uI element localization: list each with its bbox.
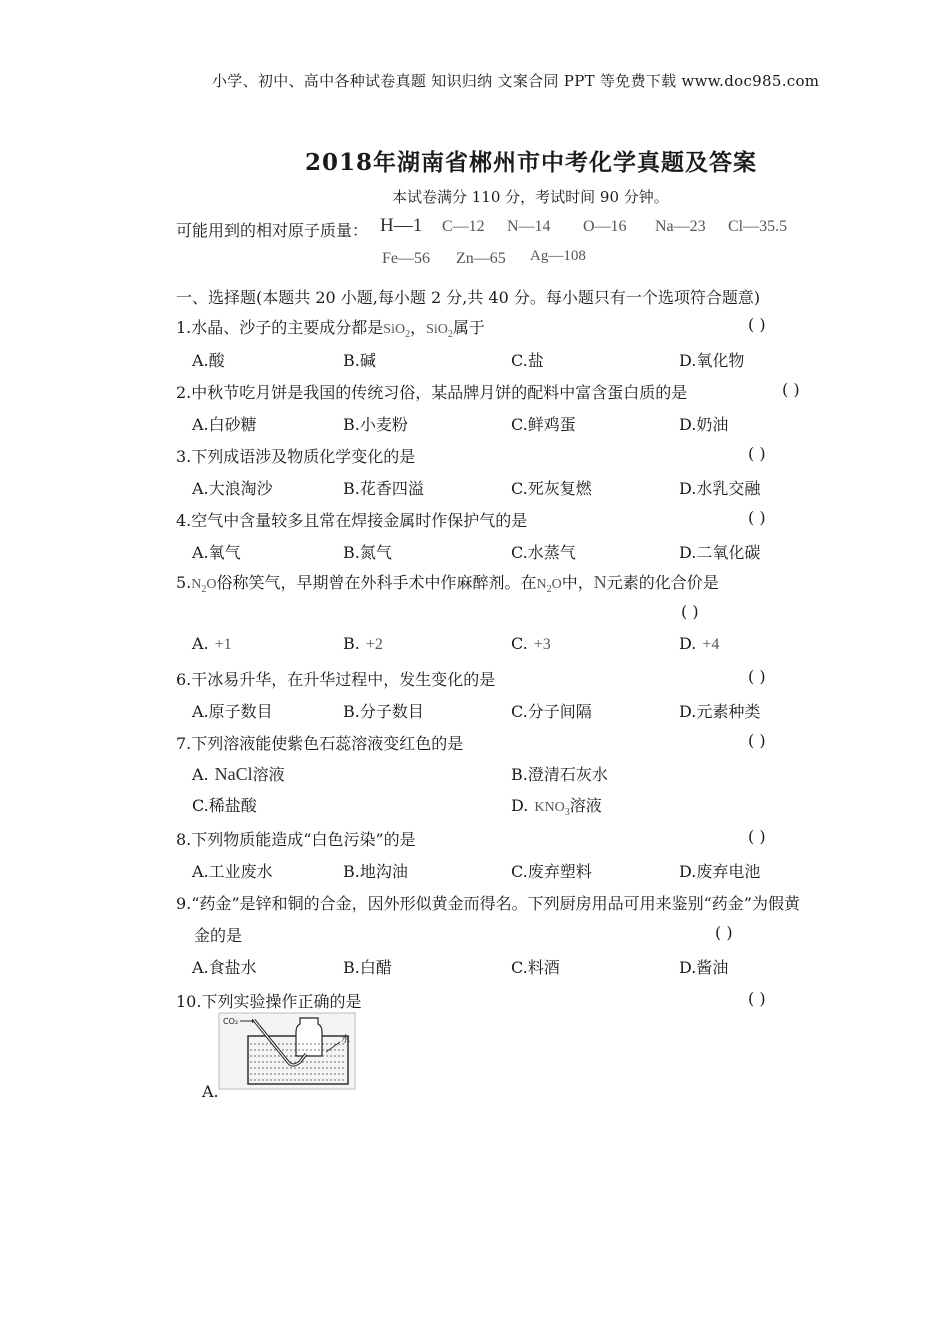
q2-option-a[interactable]: A.白砂糖 bbox=[192, 415, 257, 434]
question-7: 7.下列溶液能使紫色石蕊溶液变红色的是 bbox=[176, 734, 464, 753]
question-10: 10.下列实验操作正确的是 bbox=[176, 992, 362, 1011]
q3-option-b[interactable]: B.花香四溢 bbox=[343, 479, 424, 498]
q2-option-c[interactable]: C.鲜鸡蛋 bbox=[511, 415, 576, 434]
question-3: 3.下列成语涉及物质化学变化的是 bbox=[176, 447, 416, 466]
water-label: 水 bbox=[341, 1035, 351, 1045]
exam-info: 本试卷满分 110 分，考试时间 90 分钟。 bbox=[392, 188, 669, 206]
q4-option-d[interactable]: D.二氧化碳 bbox=[679, 543, 761, 562]
q7-option-d[interactable]: D. $KNO_3$溶液 bbox=[511, 796, 602, 818]
question-6: 6.干冰易升华，在升华过程中，发生变化的是 bbox=[176, 670, 496, 689]
q9-option-c[interactable]: C.料酒 bbox=[511, 958, 560, 977]
question-8: 8.下列物质能造成“白色污染”的是 bbox=[176, 830, 416, 849]
atomic-mass-o: O—16 bbox=[583, 218, 627, 235]
question-4: 4.空气中含量较多且常在焊接金属时作保护气的是 bbox=[176, 511, 528, 530]
q4-option-c[interactable]: C.水蒸气 bbox=[511, 543, 576, 562]
q5-option-d[interactable]: D. +4 bbox=[679, 634, 720, 653]
answer-blank-3[interactable]: ( ) bbox=[748, 444, 766, 463]
answer-blank-9[interactable]: ( ) bbox=[715, 923, 733, 942]
question-5: $5.N_2O$俗称笑气，早期曾在外科手术中作麻醉剂。在$N_2O$中，N元素的化合价是 bbox=[176, 572, 719, 595]
answer-blank-10[interactable]: ( ) bbox=[748, 989, 766, 1008]
q10-option-a[interactable]: A. bbox=[202, 1082, 219, 1101]
atomic-mass-na: Na—23 bbox=[655, 218, 706, 235]
site-header: 小学、初中、高中各种试卷真题 知识归纳 文案合同 PPT 等免费下载 www.doc985.com bbox=[212, 72, 820, 90]
atomic-mass-n: N—14 bbox=[507, 218, 551, 235]
q1-option-d[interactable]: D.氧化物 bbox=[679, 351, 745, 370]
atomic-mass-label: 可能用到的相对原子质量： bbox=[176, 221, 369, 240]
q3-option-c[interactable]: C.死灰复燃 bbox=[511, 479, 592, 498]
page-title: 2018年湖南省郴州市中考化学真题及答案 bbox=[305, 149, 758, 176]
atomic-mass-c: C—12 bbox=[442, 218, 485, 235]
q8-option-c[interactable]: C.废弃塑料 bbox=[511, 862, 592, 881]
section-heading: 一、选择题(本题共 20 小题,每小题 2 分,共 40 分。每小题只有一个选项符合题意) bbox=[176, 288, 761, 307]
q6-option-a[interactable]: A.原子数目 bbox=[192, 702, 273, 721]
answer-blank-1[interactable]: ( ) bbox=[748, 315, 766, 334]
answer-blank-2[interactable]: ( ) bbox=[782, 380, 800, 399]
atomic-mass-fe: Fe—56 bbox=[382, 250, 430, 267]
q8-option-b[interactable]: B.地沟油 bbox=[343, 862, 408, 881]
gas-label: CO₂ bbox=[223, 1017, 239, 1026]
q1-option-b[interactable]: B.碱 bbox=[343, 351, 376, 370]
q1-option-a[interactable]: A.酸 bbox=[192, 351, 225, 370]
atomic-mass-h: H—1 bbox=[380, 215, 423, 236]
q6-option-d[interactable]: D.元素种类 bbox=[679, 702, 761, 721]
answer-blank-7[interactable]: ( ) bbox=[748, 731, 766, 750]
q2-option-b[interactable]: B.小麦粉 bbox=[343, 415, 408, 434]
question-2: 2.中秋节吃月饼是我国的传统习俗，某品牌月饼的配料中富含蛋白质的是 bbox=[176, 383, 688, 402]
answer-blank-4[interactable]: ( ) bbox=[748, 508, 766, 527]
q4-option-b[interactable]: B.氮气 bbox=[343, 543, 392, 562]
q7-option-b[interactable]: B.澄清石灰水 bbox=[511, 765, 608, 784]
q2-option-d[interactable]: D.奶油 bbox=[679, 415, 729, 434]
gas-collection-diagram bbox=[218, 1012, 358, 1096]
q6-option-c[interactable]: C.分子间隔 bbox=[511, 702, 592, 721]
q4-option-a[interactable]: A.氧气 bbox=[192, 543, 241, 562]
question-9-continued: 金的是 bbox=[194, 926, 243, 945]
q5-option-b[interactable]: B. +2 bbox=[343, 634, 383, 653]
q7-option-a[interactable]: A. NaCl溶液 bbox=[192, 764, 285, 784]
atomic-mass-ag: Ag—108 bbox=[530, 248, 586, 264]
q5-option-c[interactable]: C. +3 bbox=[511, 634, 551, 653]
q5-option-a[interactable]: A. +1 bbox=[192, 634, 232, 653]
answer-blank-6[interactable]: ( ) bbox=[748, 667, 766, 686]
q8-option-a[interactable]: A.工业废水 bbox=[192, 862, 273, 881]
q3-option-a[interactable]: A.大浪淘沙 bbox=[192, 479, 273, 498]
q9-option-a[interactable]: A.食盐水 bbox=[192, 958, 257, 977]
q1-option-c[interactable]: C.盐 bbox=[511, 351, 544, 370]
answer-blank-8[interactable]: ( ) bbox=[748, 827, 766, 846]
atomic-mass-cl: Cl—35.5 bbox=[728, 218, 788, 235]
atomic-mass-zn: Zn—65 bbox=[456, 250, 506, 267]
q3-option-d[interactable]: D.水乳交融 bbox=[679, 479, 761, 498]
question-1: 1.水晶、沙子的主要成分都是SiO$_2$，SiO$_2$属于 bbox=[176, 318, 485, 340]
q6-option-b[interactable]: B.分子数目 bbox=[343, 702, 424, 721]
q7-option-c[interactable]: C.稀盐酸 bbox=[192, 796, 257, 815]
q9-option-b[interactable]: B.白醋 bbox=[343, 958, 392, 977]
q9-option-d[interactable]: D.酱油 bbox=[679, 958, 729, 977]
q8-option-d[interactable]: D.废弃电池 bbox=[679, 862, 761, 881]
answer-blank-5[interactable]: ( ) bbox=[681, 602, 699, 621]
question-9: 9.“药金”是锌和铜的合金，因外形似黄金而得名。下列厨房用品可用来鉴别“药金”为假黄 bbox=[176, 894, 800, 913]
